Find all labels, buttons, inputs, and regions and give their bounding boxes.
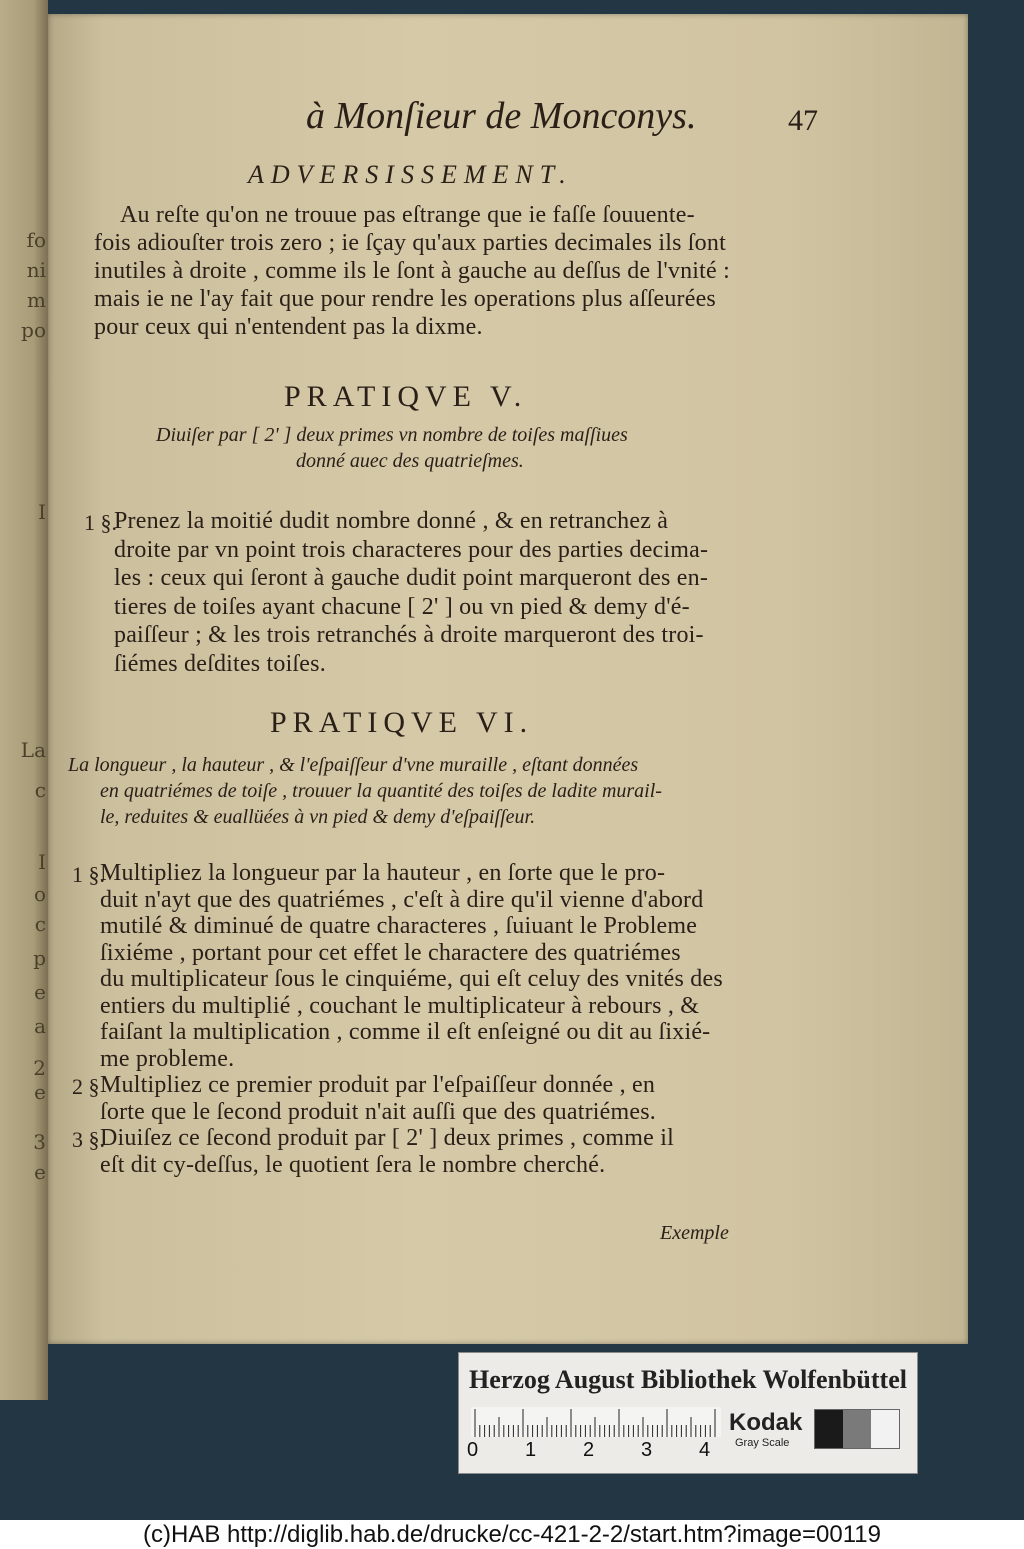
ruler-number: 4 (699, 1439, 711, 1461)
catchword: Exemple (660, 1222, 729, 1244)
gray-swatch (815, 1410, 843, 1448)
avertissement-line: mais ie ne l'ay fait que pour rendre les operations plus aſſeurées (94, 286, 716, 312)
previous-page-margin-text: ni (26, 258, 46, 282)
previous-page-margin-text: La (20, 738, 46, 762)
step-line: droite par vn point trois characteres pour des parties decima- (114, 536, 709, 563)
step-line: Multipliez la longueur par la hauteur , en ſorte que le pro- (100, 860, 666, 886)
previous-page-margin-text: e (34, 1160, 46, 1184)
previous-page-margin-text: e (34, 1080, 46, 1104)
ruler-number: 0 (467, 1439, 479, 1461)
paragraph-marker: 1 §. (72, 862, 105, 887)
step-line: Multipliez ce premier produit par l'eſpaiſſeur donnée , en (100, 1072, 656, 1098)
statement-line: le, reduites & euallüées à vn pied & demy d'eſpaiſſeur. (100, 806, 536, 828)
statement-line: donné auec des quatrieſmes. (296, 450, 524, 472)
ruler-number: 3 (641, 1439, 653, 1461)
previous-page-margin-text: c (34, 778, 46, 802)
gray-scale-swatches (814, 1409, 900, 1449)
step-line: les : ceux qui ſeront à gauche dudit point marqueront des en- (114, 565, 709, 591)
gray-swatch (843, 1410, 871, 1448)
avertissement-heading: ADVERSISSEMENT. (248, 160, 573, 189)
previous-page-margin-text: p (33, 946, 46, 970)
paragraph-marker: 3 §. (72, 1127, 105, 1152)
step-line: Prenez la moitié dudit nombre donné , & en retranchez à (114, 508, 669, 534)
page-number: 47 (788, 104, 818, 137)
footer-credit: (c)HAB http://diglib.hab.de/drucke/cc-421-2-2/start.htm?image=00119 (0, 1520, 1024, 1549)
color-calibration-card (458, 1352, 918, 1474)
paragraph-marker: 1 §. (84, 510, 117, 535)
previous-page-margin-text: e (34, 980, 46, 1004)
ruler-numbers (467, 1439, 727, 1463)
previous-page-margin-text: fo (26, 228, 46, 252)
ruler-scale (471, 1407, 721, 1437)
avertissement-line: fois adiouſter trois zero ; ie ſçay qu'aux parties decimales ils ſont (94, 230, 726, 256)
ruler-number: 1 (525, 1439, 537, 1461)
statement-line: en quatriémes de toiſe , trouuer la quantité des toiſes de ladite murail- (100, 780, 662, 802)
gray-swatch (871, 1410, 899, 1448)
pratique-vi-heading: PRATIQVE VI. (270, 706, 534, 739)
previous-page-margin-text: po (21, 318, 46, 342)
previous-page-margin-text: a (34, 1014, 46, 1038)
step-line: duit n'ayt que des quatriémes , c'eſt à dire qu'il vienne d'abord (100, 886, 704, 913)
previous-page-margin-text: 3 (33, 1130, 46, 1154)
step-line: ſiémes deſdites toiſes. (114, 650, 326, 677)
previous-page-edge (0, 0, 48, 1400)
step-line: du multiplicateur ſous le cinquiéme, qui eſt celuy des vnités des (100, 966, 723, 992)
previous-page-margin-text: I (38, 850, 46, 874)
avertissement-line: Au reſte qu'on ne trouue pas eſtrange que ie faſſe ſouuente- (120, 202, 695, 228)
gray-scale-label: Gray Scale (735, 1437, 790, 1449)
statement-line: La longueur , la hauteur , & l'eſpaiſſeur d'vne muraille , eſtant données (68, 754, 639, 776)
step-line: ſixiéme , portant pour cet effet le charactere des quatriémes (100, 939, 681, 966)
paragraph-marker: 2 § (72, 1074, 100, 1099)
step-line: entiers du multiplié , couchant le multiplicateur à rebours , & (100, 992, 700, 1019)
step-line: faiſant la multiplication , comme il eſt enſeigné ou dit au ſixié- (100, 1019, 711, 1045)
book-page (48, 14, 968, 1344)
previous-page-margin-text: o (33, 882, 46, 906)
step-line: tieres de toiſes ayant chacune [ 2' ] ou vn pied & demy d'é- (114, 593, 690, 620)
previous-page-margin-text: m (27, 288, 46, 312)
pratique-v-heading: PRATIQVE V. (284, 380, 528, 413)
step-line: paiſſeur ; & les trois retranchés à droite marqueront des troi- (114, 622, 704, 648)
previous-page-margin-text: c (34, 912, 46, 936)
step-line: ſorte que le ſecond produit n'ait auſſi que des quatriémes. (100, 1098, 656, 1125)
library-name: Herzog August Bibliothek Wolfenbüttel (469, 1365, 907, 1394)
step-line: me probleme. (100, 1045, 235, 1072)
avertissement-line: pour ceux qui n'entendent pas la dixme. (94, 314, 483, 340)
step-line: mutilé & diminué de quatre characteres , ſuiuant le Probleme (100, 913, 698, 939)
step-line: Diuiſez ce ſecond produit par [ 2' ] deux primes , comme il (100, 1125, 674, 1151)
running-head: à Monſieur de Monconys. (306, 95, 697, 137)
statement-line: Diuiſer par [ 2' ] deux primes vn nombre de toiſes maſſiues (156, 424, 628, 446)
previous-page-margin-text: I (38, 500, 46, 524)
step-line: eſt dit cy-deſſus, le quotient ſera le nombre cherché. (100, 1151, 606, 1178)
avertissement-line: inutiles à droite , comme ils le ſont à gauche au deſſus de l'vnité : (94, 258, 730, 284)
kodak-logo: Kodak (729, 1409, 803, 1436)
ruler-number: 2 (583, 1439, 595, 1461)
previous-page-margin-text: 2 (33, 1056, 46, 1080)
